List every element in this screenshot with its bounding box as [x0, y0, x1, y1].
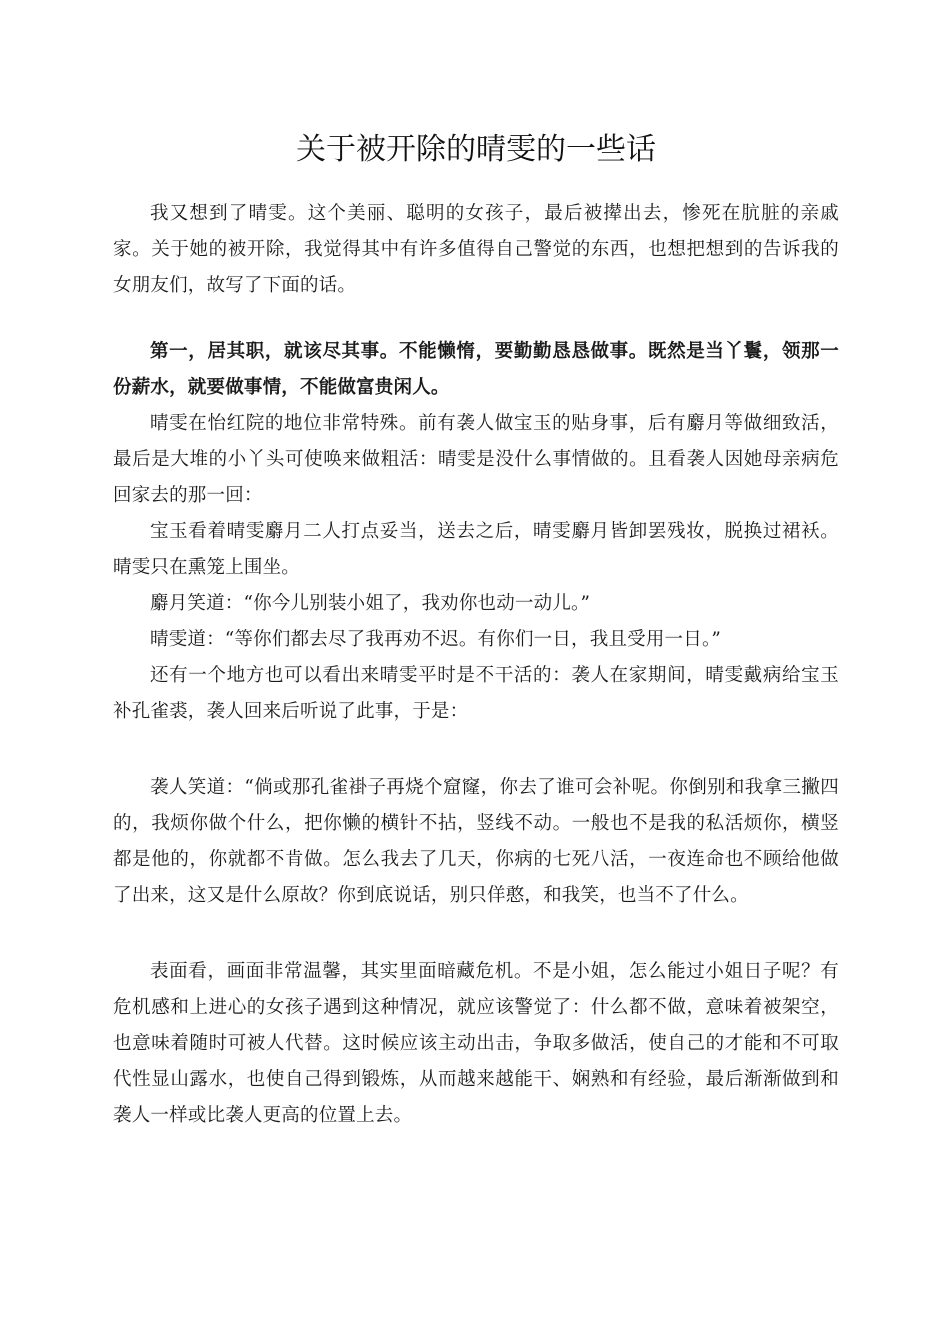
quote-paragraph: 宝玉看着晴雯麝月二人打点妥当，送去之后，晴雯麝月皆卸罢残妆，脱换过裙袄。晴雯只在熏笼上围坐。: [113, 521, 839, 578]
point-one-heading: 第一，居其职，就该尽其事。不能懒惰，要勤勤恳恳做事。既然是当丫鬟，领那一份薪水，就要做事情，不能做富贵闲人。: [113, 341, 839, 398]
spacer: [113, 730, 839, 770]
spacer: [113, 914, 839, 954]
body-paragraph: 晴雯在怡红院的地位非常特殊。前有袭人做宝玉的贴身事，后有麝月等做细致活，最后是大堆的小丫头可使唤来做粗活：晴雯是没什么事情做的。且看袭人因她母亲病危回家去的那一回：: [113, 413, 839, 506]
spacer: [113, 304, 839, 334]
quote-paragraph: 袭人笑道：“倘或那孔雀褂子再烧个窟窿，你去了谁可会补呢。你倒别和我拿三撇四的，我烦你做个什么，把你懒的横针不拈，竖线不动。一般也不是我的私活烦你，横竖都是他的，你就都不肯做。怎么我去了几天，你病的七死八活，一夜连命也不顾给他做了出来，这又是什么原故？你到底说话，别只佯憨，和我笑，也当不了什么。: [113, 777, 839, 906]
body-paragraph: 表面看，画面非常温馨，其实里面暗藏危机。不是小姐，怎么能过小姐日子呢？有危机感和上进心的女孩子遇到这种情况，就应该警觉了：什么都不做，意味着被架空，也意味着随时可被人代替。这时候应该主动出击，争取多做活，使自己的才能和不可取代性显山露水，也使自己得到锻炼，从而越来越能干、娴熟和有经验，最后渐渐做到和袭人一样或比袭人更高的位置上去。: [113, 961, 839, 1126]
page-title: 关于被开除的晴雯的一些话: [296, 132, 656, 167]
dialogue-line: 晴雯道：“等你们都去尽了我再劝不迟。有你们一日，我且受用一日。”: [150, 629, 722, 650]
body-paragraph: 还有一个地方也可以看出来晴雯平时是不干活的：袭人在家期间，晴雯戴病给宝玉补孔雀裘，袭人回来后听说了此事，于是：: [113, 665, 839, 722]
document-page: [113, 128, 839, 1134]
intro-paragraph: 我又想到了晴雯。这个美丽、聪明的女孩子，最后被撵出去，惨死在肮脏的亲戚家。关于她的被开除，我觉得其中有许多值得自己警觉的东西，也想把想到的告诉我的女朋友们，故写了下面的话。: [113, 203, 839, 296]
dialogue-line: 麝月笑道：“你今儿别装小姐了，我劝你也动一动儿。”: [150, 593, 591, 614]
